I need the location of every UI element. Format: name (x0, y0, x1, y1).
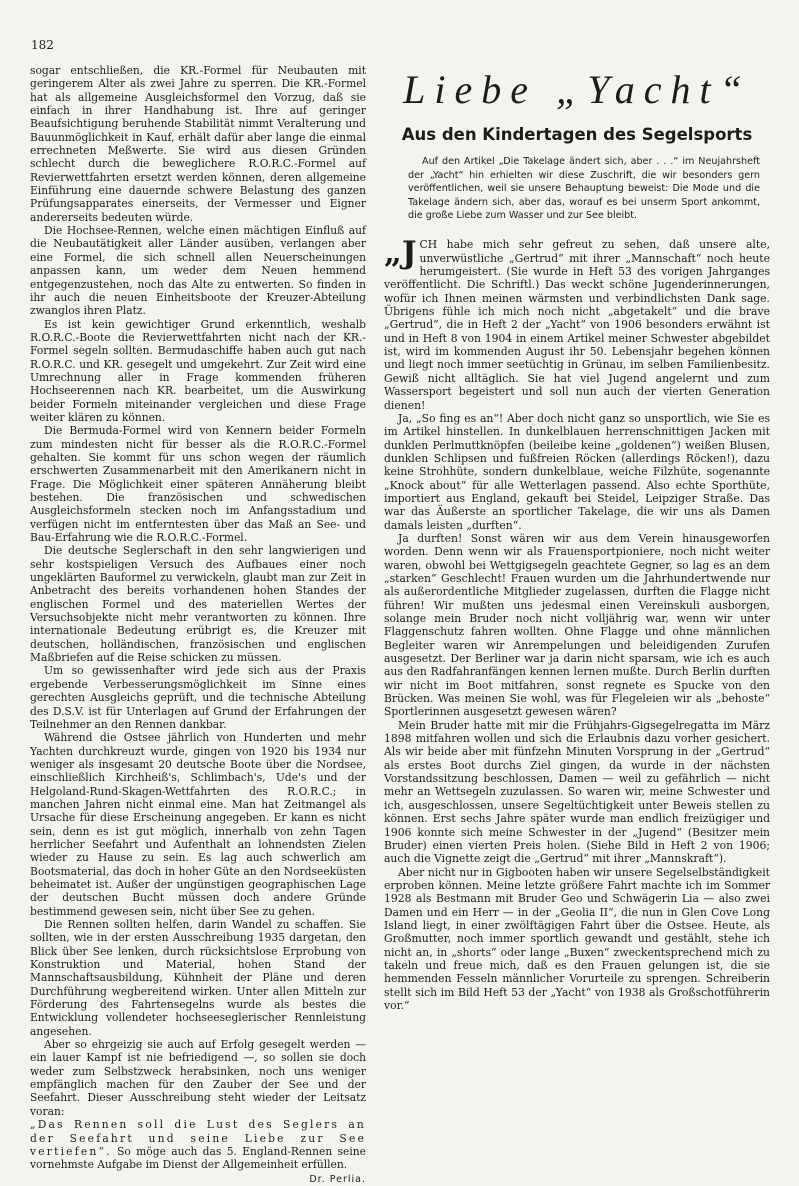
left-paragraph: Während die Ostsee jährlich von Hunderten und mehr Yachten durchkreuzt wurde, gingen von 1920 bis 1934 nur weniger als insgesamt 20 deutsche Boote über die Nordsee, einschließlich Kirchheiß's, Schlimbach's, Ude's und der Helgoland-Rund-Skagen-Wettfahrten des R.O.R.C.; in manchen Jahren nicht einmal eine. Man hat Zeitmangel als Ursache für diese Erscheinung angegeben. Er kann es nicht sein, denn es ist gut möglich, innerhalb von zehn Tagen herrlicher Seefahrt und Aufenthalt an lohnendsten Zielen wieder zu Hause zu sein. Es lag auch schwerlich am Bootsmaterial, das doch in hoher Güte an den Nordseeküsten beheimatet ist. Außer der ungünstigen geographischen Lage der deutschen Bucht müssen doch andere Gründe bestimmend gewesen sein, nicht über See zu gehen. (30, 731, 366, 918)
left-paragraph: Es ist kein gewichtiger Grund erkenntlich, weshalb R.O.R.C.-Boote die Revierwettfahrten nicht nach der KR.-Formel segeln sollten. Bermudaschiffe haben auch gut nach R.O.R.C. und KR. gesegelt und umgekehrt. Zur Zeit wird eine Umrechnung aller in Frage kommenden früheren Hochseerennen nach KR. bearbeitet, um die Auswirkung beider Formeln miteinander vergleichen und diese Frage weiter klären zu können. (30, 317, 366, 424)
letter-paragraph: Aber nicht nur in Gigbooten haben wir unsere Segelselbständigkeit erproben können. Meine letzte größere Fahrt machte ich im Sommer 1928 als Bestmann mit Bruder Geo und Schwägerin Lia — also zwei Damen und ein Herr — in der „Geolia II“, die nun in Glen Cove Long Island liegt, in einer zwölftägigen Fahrt über die Ostsee. Heute, als Großmutter, noch immer sportlich gewandt und gestählt, stehe ich nicht an, in „shorts“ oder lange „Buxen“ zweckentsprechend mich zu takeln und freue mich, daß es den Frauen gelungen ist, die sie hemmenden Fesseln männlicher Vorurteile zu sprengen. Schreiberin stellt sich im Bild Heft 53 der „Yacht“ von 1938 als Großschotführerin vor.“ (384, 865, 770, 1012)
editorial-intro: Auf den Artikel „Die Takelage ändert sich, aber . . .“ im Neujahrsheft der „Yacht“ hin erhielten wir diese Zuschrift, die wir besonders gern veröffentlichen, weil sie unsere Behauptung beweist: Die Mode und die Takelage ändern sich, aber das, worauf es bei unserm Sport ankommt, die große Liebe zum Wasser und zur See bleibt. (408, 156, 760, 221)
page-number: 182 (31, 38, 54, 52)
letter-first-text: CH habe mich sehr gefreut zu sehen, daß unsere alte, unverwüstliche „Gertrud“ mit ihrer „Mannschaft“ noch heute herumgeistert. (Sie wurde in Heft 53 des vorigen Jahrganges veröffentlicht. Die Schriftl.) Das weckt schöne Jugenderinnerungen, wofür ich Ihnen meinen wärmsten und verbindlichsten Dank sage. Übrigens fühle ich mich noch nicht „abgetakelt“ und die brave „Gertrud“, die in Heft 2 der „Yacht“ von 1906 besonders erwähnt ist und in Heft 8 von 1904 in einem Artikel meiner Schwester abgebildet ist, wird im kommenden August ihr 50. Lebensjahr begehen können und liegt noch immer seetüchtig in Grünau, im selben Familienbesitz. Gewiß nicht alltäglich. Sie hat viel Jugend angelernt und zum Wassersport begeistert und soll nun auch der vierten Generation dienen! (384, 238, 770, 412)
article-subtitle: Aus den Kindertagen des Segelsports (401, 125, 753, 144)
right-column (384, 68, 770, 1012)
closing-paragraph (30, 1118, 366, 1171)
left-paragraph: Die Bermuda-Formel wird von Kennern beider Formeln zum mindesten nicht für besser als die R.O.R.C.-Formel gehalten. Sie kommt für uns schon wegen der räumlich erschwerten Zusammenarbeit mit den Amerikanern nicht in Frage. Die Möglichkeit einer späteren Annäherung bleibt bestehen. Die französischen und schwedischen Ausgleichsformeln stecken noch im Anfangsstadium und verfügen nicht im entferntesten über das Maß an See- und Bau-Erfahrung wie die R.O.R.C.-Formel. (30, 424, 366, 545)
drop-cap: „J (384, 235, 417, 272)
left-paragraph: Die Hochsee-Rennen, welche einen mächtigen Einfluß auf die Neubautätigkeit aller Länder ausüben, verlangen aber eine Formel, die sich schnell allen Neuerscheinungen anpassen kann, um weder dem Neuen hemmend entgegenzustehen, noch das Alte zu entwerten. So finden in ihr auch die neuen Einheitsboote der Kreuzer-Abteilung zwanglos ihren Platz. (30, 224, 366, 318)
left-column (30, 64, 366, 1186)
letter-first-paragraph (384, 235, 770, 412)
closing-sentence: So möge auch das 5. England-Rennen seine vornehmste Aufgabe im Dienst der Allgemeinheit erfüllen. (30, 1144, 367, 1172)
motto: „Das Rennen soll die Lust des Seglers an der Seefahrt und seine Liebe zur See vertiefen“. (30, 1118, 366, 1158)
left-paragraph: sogar entschließen, die KR.-Formel für Neubauten mit geringerem Alter als zwei Jahre zu sperren. Die KR.-Formel hat als allgemeine Ausgleichsformel den Vorzug, daß sie einfach in ihrer Handhabung ist. Ihre auf geringer Beaufsichtigung beruhende Stabilität nimmt Veralterung und Bauunmöglichkeit in Kauf, erhält dafür aber lange die einmal errechneten Meßwerte. Sie wird aus diesen Gründen schlecht durch die beweglichere R.O.R.C.-Formel auf Revierwettfahrten ersetzt werden können, deren allgemeine Einführung eine dauernde schwere Belastung des ganzen Prüfungsapparates einerseits, der Vermesser und Eigner andererseits bedeuten würde. (30, 64, 366, 224)
left-paragraph: Aber so ehrgeizig sie auch auf Erfolg gesegelt werden — ein lauer Kampf ist nie befriedigend —, so sollen sie doch weder zum Selbstzweck herabsinken, noch uns weniger empfänglich machen für den Zauber der See und der Seefahrt. Dieser Ausschreibung steht wieder der Leitsatz voran: (30, 1038, 366, 1118)
left-paragraph: Die Rennen sollten helfen, darin Wandel zu schaffen. Sie sollten, wie in der ersten Ausschreibung 1935 dargetan, den Blick über See lenken, durch rücksichtslose Erprobung von Konstruktion und Material, hohen Stand der Mannschaftsausbildung, Kühnheit der Pläne und deren Durchführung wegbereitend wirken. Unter allen Mitteln zur Förderung des Fahrtensegelns wurde als bestes die Entwicklung vollendeter hochseeseglerischer Rennleistung angesehen. (30, 918, 366, 1038)
author-signature: Dr. Perlia. (309, 1173, 366, 1185)
left-paragraph: Um so gewissenhafter wird jede sich aus der Praxis ergebende Verbesserungsmöglichkeit im Sinne eines gerechten Ausgleichs geprüft, und die technische Abteilung des D.S.V. ist für Unterlagen auf Grund der Erfahrungen der Teilnehmer an den Rennen dankbar. (30, 664, 366, 731)
letter-paragraph: Ja durften! Sonst wären wir aus dem Verein hinausgeworfen worden. Denn wenn wir als Frauensportpioniere, noch nicht weiter waren, obwohl bei Wettgigsegeln geachtete Gegner, so lag es an dem „starken“ Geschlecht! Frauen wurden um die Jahrhundertwende nur als außerordentliche Mitglieder zugelassen, durften die Flagge nicht führen! Wir mußten uns jedesmal einen Vereinskuli ausborgen, solange mein Bruder noch nicht volljährig war, wenn wir unter Flaggenschutz fahren wollten. Ohne Flagge und ohne männlichen Begleiter waren wir Anrempelungen und beleidigenden Zurufen ausgesetzt. Der Berliner war ja darin nicht sparsam, wie ich es auch aus den Radfahranfängen kennen lernen mußte. Durch Berlin durften wir nicht im Boot mitfahren, sonst regnete es Spucke von den Brücken. Was meinen Sie wohl, was für Flegeleien wir als „behoste“ Sportlerinnen ausgesetzt gewesen wären? (384, 531, 770, 719)
article-title: Liebe „Yacht“ (403, 67, 751, 112)
letter-paragraph: Mein Bruder hatte mit mir die Frühjahrs-Gigsegelregatta im März 1898 mitfahren wollen und sich die Erlaubnis dazu vorher gesichert. Als wir beide aber mit fünfzehn Minuten Vorsprung in der „Gertrud“ als erstes Boot durchs Ziel gingen, da wurde in der nächsten Vorstandssitzung beschlossen, Damen — weil zu gefährlich — nicht mehr an Wettsegeln zuzulassen. So waren wir, meine Schwester und ich, ausgeschlossen, unsere Segeltüchtigkeit unter Beweis stellen zu können. Erst sechs Jahre später wurde man endlich freizügiger und 1906 konnte sich meine Schwester in der „Jugend“ (Besitzer mein Bruder) einen vierten Preis holen. (Siehe Bild in Heft 2 von 1906; auch die Vignette zeigt die „Gertrud“ mit ihrer „Mannskraft“). (384, 718, 770, 866)
letter-paragraph: Ja, „So fing es an“! Aber doch nicht ganz so unsportlich, wie Sie es im Artikel hinstellen. In dunkelblauen herrenschnittigen Jacken mit dunklen Perlmuttknöpfen (beileibe keine „goldenen“) weißen Blusen, dunklen Schlipsen und fußfreien Röcken (allerdings Röcken!), dazu keine Strohhüte, sondern dunkelblaue, weiche Filzhüte, sogenannte „Knock about“ für alle Wetterlagen passend. Also echte Sporthüte, importiert aus England, gekauft bei Steidel, Leipziger Straße. Das war das Äußerste an sportlicher Takelage, die wir uns als Damen damals leisten „durften“. (384, 411, 770, 532)
left-paragraph: Die deutsche Seglerschaft in den sehr langwierigen und sehr kostspieligen Versuch des Aufbaues einer noch ungeklärten Bauformel zu verwickeln, glaubt man zur Zeit in Anbetracht des bereits vorhandenen hohen Standes der englischen Formel und des materiellen Wertes der Versuchsobjekte nicht mehr verantworten zu können. Ihre internationale Bedeutung erübrigt es, die Kreuzer mit deutschen, holländischen, französischen und englischen Maßbriefen auf die Reise schicken zu müssen. (30, 544, 366, 665)
